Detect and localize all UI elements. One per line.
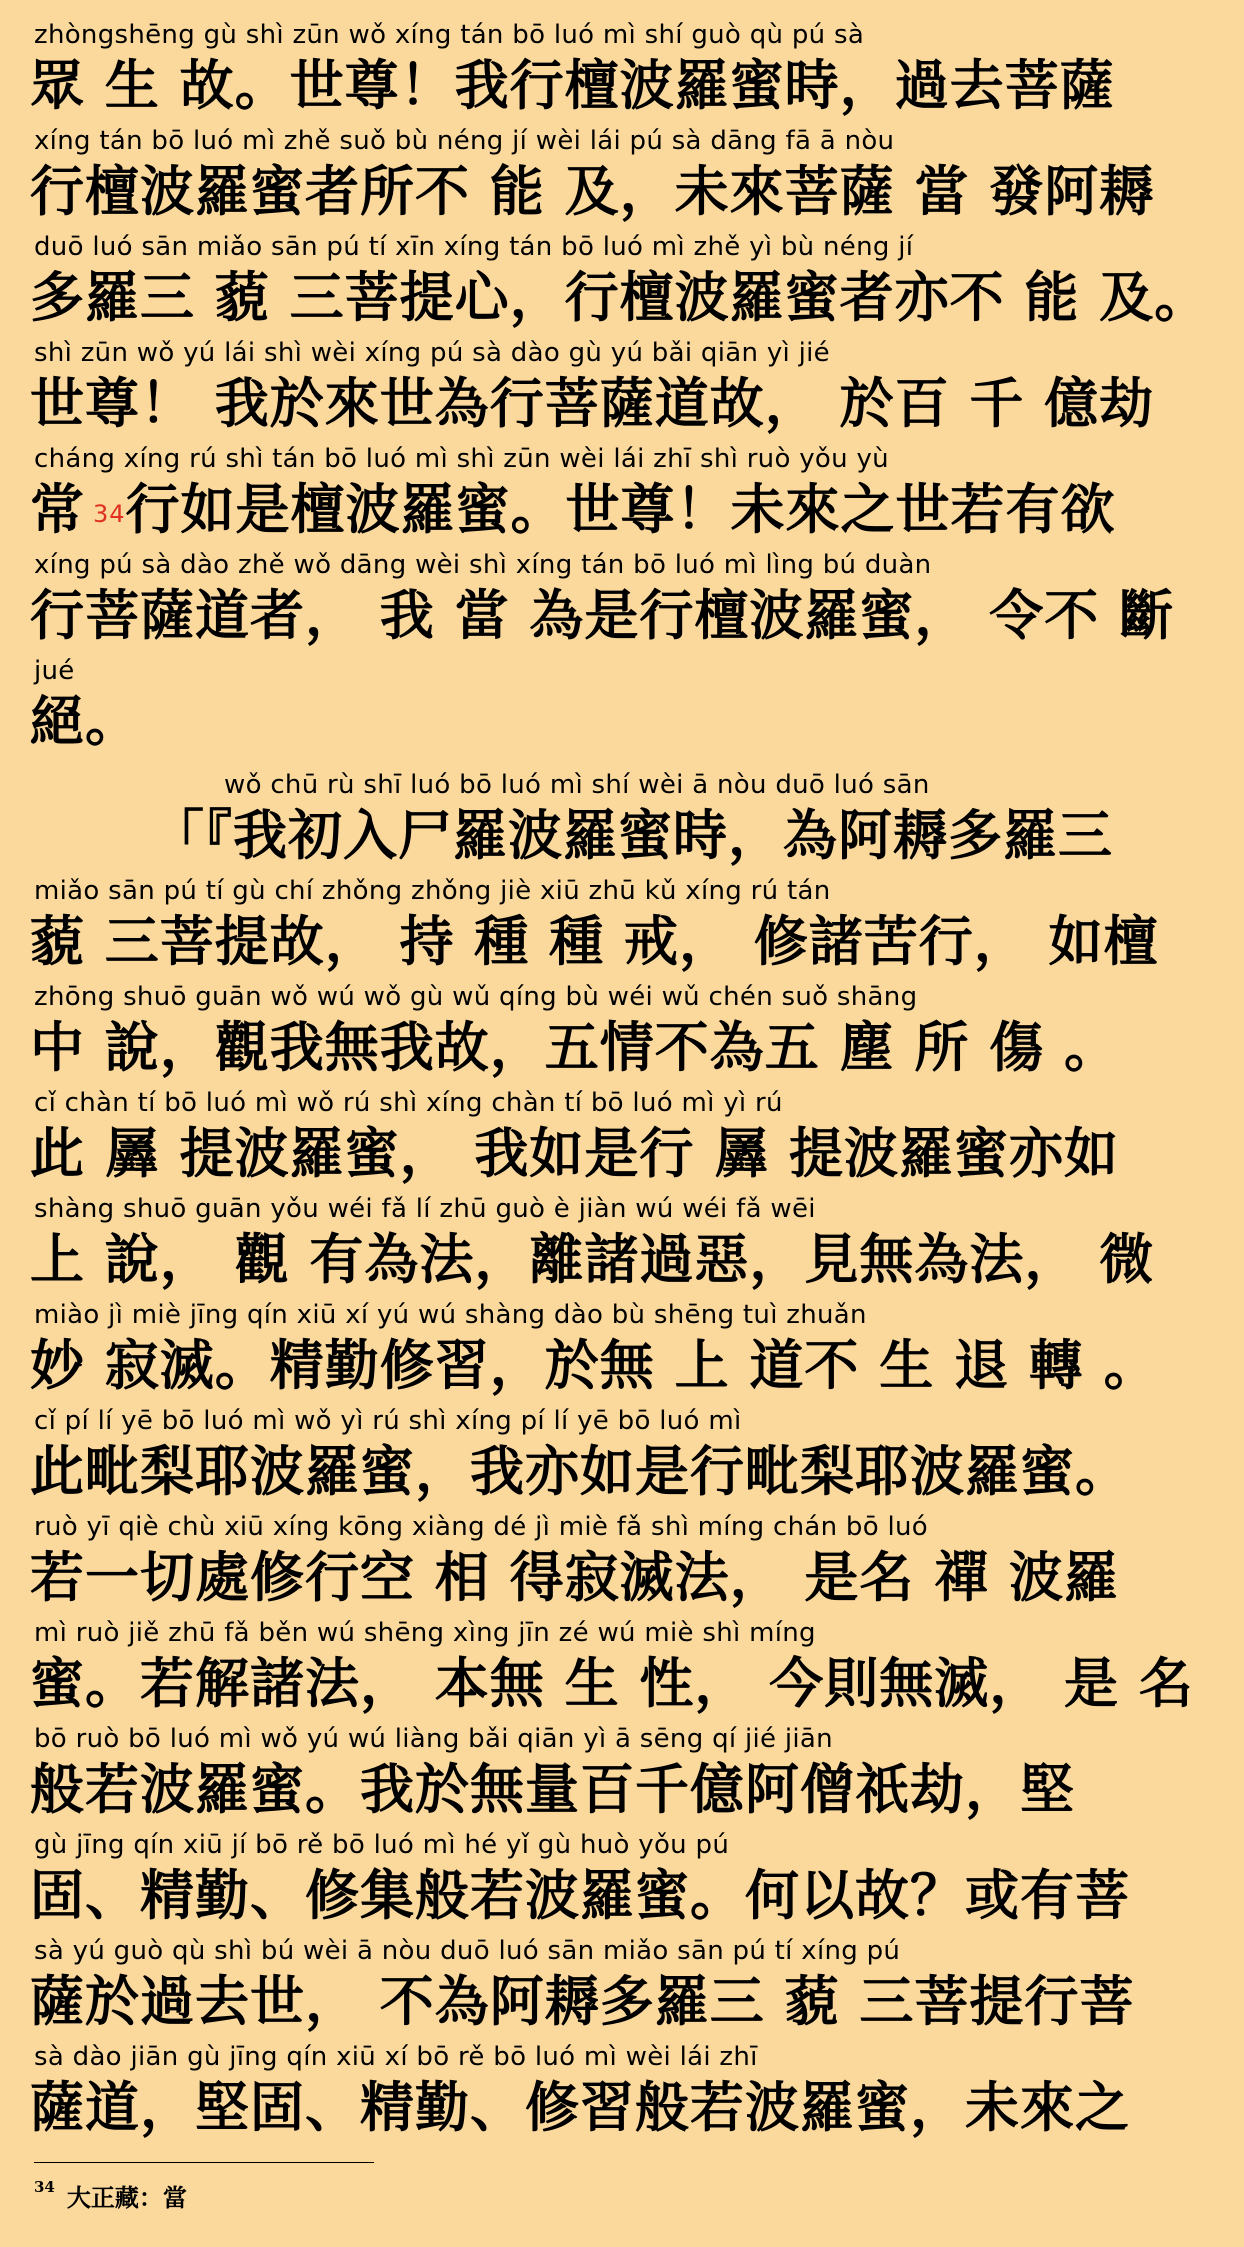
hanzi-line: 上 說， 觀 有為法，離諸過惡，見無為法， 微 xyxy=(30,1228,1155,1291)
pinyin-line: cǐ chàn tí bō luó mì wǒ rú shì xíng chàn tí bō luó mì yì rú xyxy=(34,1088,783,1118)
hanzi-line: 「『我初入尸羅波羅蜜時，為阿耨多羅三 xyxy=(150,804,1113,867)
hanzi-line: 蜜。若解諸法， 本無 生 性， 今則無滅， 是 名 xyxy=(30,1652,1194,1715)
hanzi-segment: 常 xyxy=(30,478,85,541)
hanzi-line xyxy=(30,478,1116,542)
pinyin-line: sà dào jiān gù jīng qín xiū xí bō rě bō luó mì wèi lái zhī xyxy=(34,2042,758,2072)
pinyin-line: xíng tán bō luó mì zhě suǒ bù néng jí wèi lái pú sà dāng fā ā nòu xyxy=(34,126,895,156)
pinyin-line: shàng shuō guān yǒu wéi fǎ lí zhū guò è jiàn wú wéi fǎ wēi xyxy=(34,1194,816,1224)
footnote-divider xyxy=(34,2162,374,2163)
hanzi-line: 多羅三 藐 三菩提心，行檀波羅蜜者亦不 能 及。 xyxy=(30,266,1210,329)
pinyin-line: jué xyxy=(34,656,75,686)
pinyin-line: wǒ chū rù shī luó bō luó mì shí wèi ā nòu duō luó sān xyxy=(224,770,930,800)
pinyin-line: zhòngshēng gù shì zūn wǒ xíng tán bō luó mì shí guò qù pú sà xyxy=(34,20,865,50)
pinyin-line: miào jì miè jīng qín xiū xí yú wú shàng dào bù shēng tuì zhuǎn xyxy=(34,1300,867,1330)
hanzi-line: 若一切處修行空 相 得寂滅法， 是名 禪 波羅 xyxy=(30,1546,1119,1609)
pinyin-line: sà yú guò qù shì bú wèi ā nòu duō luó sān miǎo sān pú tí xíng pú xyxy=(34,1936,901,1966)
hanzi-line: 絕。 xyxy=(30,690,140,753)
hanzi-line: 眾 生 故。世尊！我行檀波羅蜜時，過去菩薩 xyxy=(30,54,1115,117)
hanzi-line: 固、精勤、修集般若波羅蜜。何以故？或有菩 xyxy=(30,1864,1130,1927)
hanzi-line: 此毗梨耶波羅蜜，我亦如是行毗梨耶波羅蜜。 xyxy=(30,1440,1130,1503)
pinyin-line: miǎo sān pú tí gù chí zhǒng zhǒng jiè xiū zhū kǔ xíng rú tán xyxy=(34,876,831,906)
pinyin-line: shì zūn wǒ yú lái shì wèi xíng pú sà dào gù yú bǎi qiān yì jié xyxy=(34,338,830,368)
footnote xyxy=(34,2178,187,2213)
pinyin-line: xíng pú sà dào zhě wǒ dāng wèi shì xíng tán bō luó mì lìng bú duàn xyxy=(34,550,932,580)
pinyin-line: mì ruò jiě zhū fǎ běn wú shēng xìng jīn zé wú miè shì míng xyxy=(34,1618,816,1648)
hanzi-line: 中 說，觀我無我故，五情不為五 塵 所 傷 。 xyxy=(30,1016,1119,1079)
pinyin-line: bō ruò bō luó mì wǒ yú wú liàng bǎi qiān yì ā sēng qí jié jiān xyxy=(34,1724,833,1754)
hanzi-line: 行菩薩道者， 我 當 為是行檀波羅蜜， 令不 斷 xyxy=(30,584,1174,647)
footnote-number: 34 xyxy=(34,2178,55,2196)
hanzi-line: 藐 三菩提故， 持 種 種 戒， 修諸苦行， 如檀 xyxy=(30,910,1159,973)
hanzi-line: 世尊！ 我於來世為行菩薩道故， 於百 千 億劫 xyxy=(30,372,1155,435)
hanzi-line: 行檀波羅蜜者所不 能 及，未來菩薩 當 發阿耨 xyxy=(30,160,1155,223)
pinyin-line: duō luó sān miǎo sān pú tí xīn xíng tán bō luó mì zhě yì bù néng jí xyxy=(34,232,914,262)
footnote-text: 大正藏：當 xyxy=(66,2183,187,2212)
footnote-marker[interactable]: 34 xyxy=(93,500,126,528)
pinyin-line: gù jīng qín xiū jí bō rě bō luó mì hé yǐ gù huò yǒu pú xyxy=(34,1830,730,1860)
hanzi-segment: 行如是檀波羅蜜。世尊！未來之世若有欲 xyxy=(125,478,1116,541)
hanzi-line: 此 羼 提波羅蜜， 我如是行 羼 提波羅蜜亦如 xyxy=(30,1122,1119,1185)
hanzi-line: 薩道，堅固、精勤、修習般若波羅蜜，未來之 xyxy=(30,2076,1130,2139)
pinyin-line: ruò yī qiè chù xiū xíng kōng xiàng dé jì miè fǎ shì míng chán bō luó xyxy=(34,1512,929,1542)
pinyin-line: zhōng shuō guān wǒ wú wǒ gù wǔ qíng bù wéi wǔ chén suǒ shāng xyxy=(34,982,918,1012)
hanzi-line: 薩於過去世， 不為阿耨多羅三 藐 三菩提行菩 xyxy=(30,1970,1135,2033)
hanzi-line: 般若波羅蜜。我於無量百千億阿僧祇劫，堅 xyxy=(30,1758,1075,1821)
pinyin-line: cháng xíng rú shì tán bō luó mì shì zūn wèi lái zhī shì ruò yǒu yù xyxy=(34,444,889,474)
hanzi-line: 妙 寂滅。精勤修習，於無 上 道不 生 退 轉 。 xyxy=(30,1334,1159,1397)
pinyin-line: cǐ pí lí yē bō luó mì wǒ yì rú shì xíng pí lí yē bō luó mì xyxy=(34,1406,742,1436)
